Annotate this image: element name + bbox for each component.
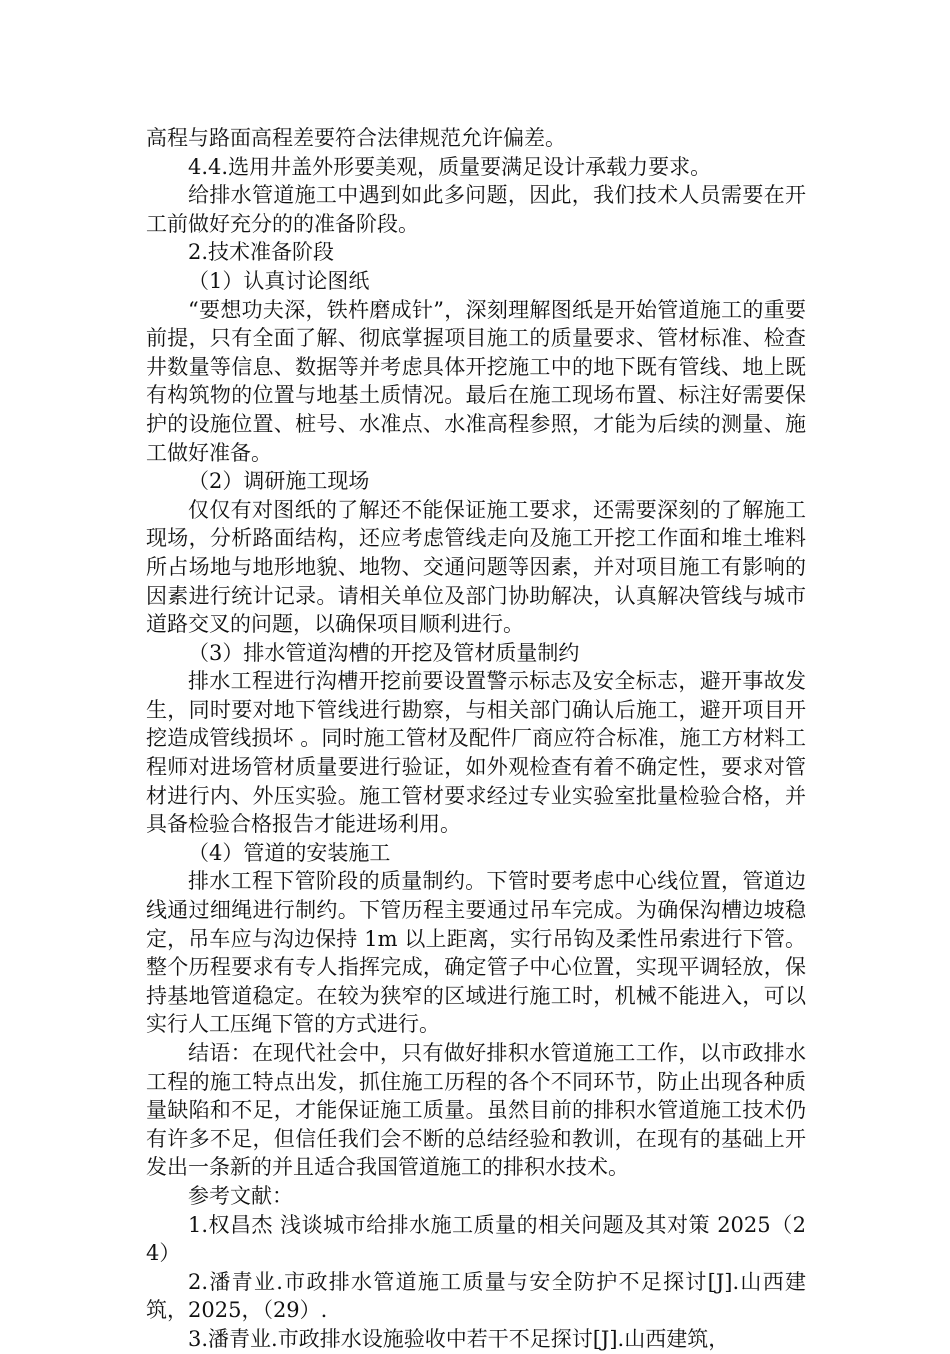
subsection-heading: （3）排水管道沟槽的开挖及管材质量制约 [188,640,580,665]
document-body [146,124,806,1354]
paragraph: 给排水管道施工中遇到如此多问题，因此，我们技术人员需要在开工前做好充分的的准备阶段。 [146,183,806,236]
paragraph: 仅仅有对图纸的了解还不能保证施工要求，还需要深刻的了解施工现场，分析路面结构，还应考虑管线走向及施工开挖工作面和堆土堆料所占场地与地形地貌、地物、交通问题等因素，并对项目施工有影响的因素进行统计记录。请相关单位及部门协助解决，认真解决管线与城市道路交叉的问题，以确保项目顺利进行。 [146,497,806,637]
subsection-heading: （1）认真讨论图纸 [188,268,370,293]
subsection-heading: （2）调研施工现场 [188,469,370,494]
section-heading: 2.技术准备阶段 [188,240,335,265]
references-heading: 参考文献： [188,1183,293,1208]
subsection-heading: （4）管道的安装施工 [188,840,391,865]
paragraph: “要想功夫深，铁杵磨成针”，深刻理解图纸是开始管道施工的重要前提，只有全面了解、彻底掌握项目施工的质量要求、管材标准、检查井数量等信息、数据等并考虑具体开挖施工中的地下既有管线、地上既有构筑物的位置与地基土质情况。最后在施工现场布置、标注好需要保护的设施位置、桩号、水准点、水准高程参照，才能为后续的测量、施工做好准备。 [146,297,806,465]
reference-item: 3.潘青业.市政排水设施验收中若干不足探讨[J].山西建筑， [188,1326,730,1351]
reference-item: 2.潘青业.市政排水管道施工质量与安全防护不足探讨[J].山西建筑，2025，（29）. [146,1269,806,1323]
paragraph: 4.4.选用井盖外形要美观，质量要满足设计承载力要求。 [188,154,712,179]
paragraph: 排水工程进行沟槽开挖前要设置警示标志及安全标志，避开事故发生，同时要对地下管线进行勘察，与相关部门确认后施工，避开项目开挖造成管线损坏 。同时施工管材及配件厂商应符合标准，施工方材料工程师对进场管材质量要进行验证，如外观检查有着不确定性，要求对管材进行内、外压实验。施工管材要求经过专业实验室批量检验合格，并具备检验合格报告才能进场利用。 [146,669,806,837]
reference-item: 1.权昌杰 浅谈城市给排水施工质量的相关问题及其对策 2025（24） [146,1212,806,1266]
paragraph: 排水工程下管阶段的质量制约。下管时要考虑中心线位置，管道边线通过细绳进行制约。下管历程主要通过吊车完成。为确保沟槽边坡稳定，吊车应与沟边保持 1m 以上距离，实行吊钩及柔性吊索进行下管。整个历程要求有专人指挥完成，确定管子中心位置，实现平调轻放，保持基地管道稳定。在较为狭窄的区域进行施工时，机械不能进入，可以实行人工压绳下管的方式进行。 [146,869,806,1037]
paragraph: 高程与路面高程差要符合法律规范允许偏差。 [146,126,566,150]
conclusion-paragraph: 结语：在现代社会中，只有做好排积水管道施工工作，以市政排水工程的施工特点出发，抓住施工历程的各个不同环节，防止出现各种质量缺陷和不足，才能保证施工质量。虽然目前的排积水管道施工技术仍有许多不足，但信任我们会不断的总结经验和教训，在现有的基础上开发出一条新的并且适合我国管道施工的排积水技术。 [146,1041,806,1180]
